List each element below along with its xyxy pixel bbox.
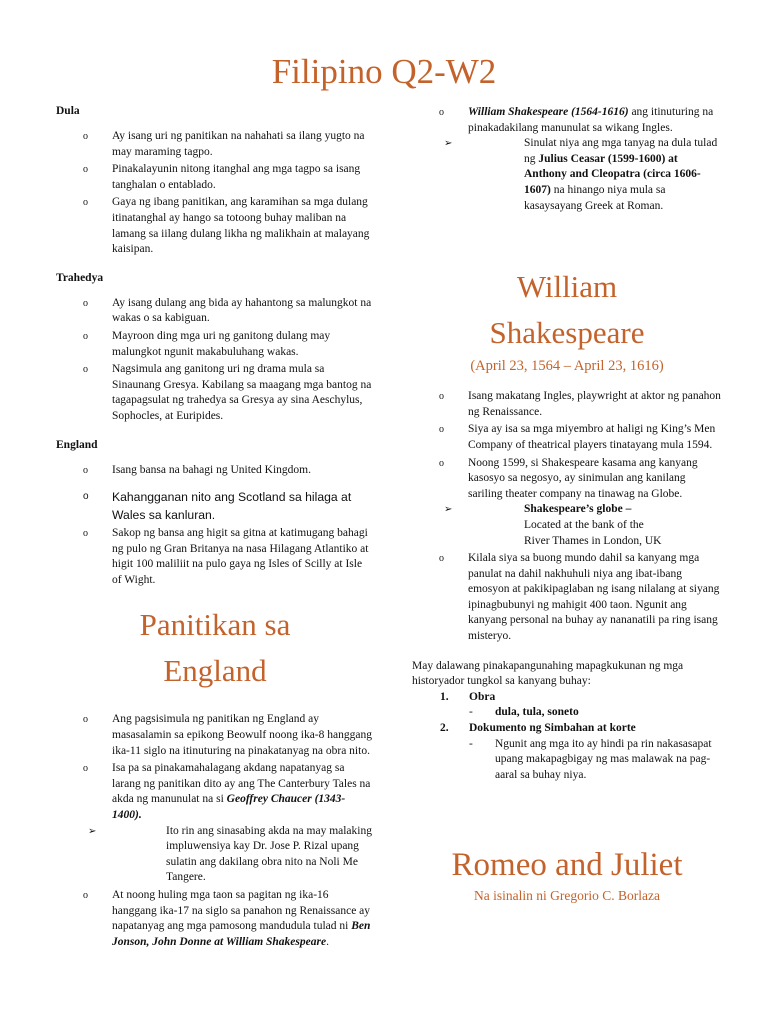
england-list-sans <box>56 488 374 524</box>
romeo-juliet-subtitle: Na isinalin ni Gregorio C. Borlaza <box>474 888 660 904</box>
list-item <box>56 888 374 950</box>
numbered-label: Dokumento ng Simbahan at korte <box>469 722 636 735</box>
list-item: o Mayroon ding mga uri ng ganitong dulang may malungkot ngunit makabuluhang wakas. <box>56 329 374 360</box>
sources-list <box>412 690 722 784</box>
globe-sublist <box>412 502 722 549</box>
numbered-item <box>412 690 722 721</box>
sub-list-item: ➢ Ito rin ang sinasabing akda na may malaking impluwensiya kay Dr. Jose P. Rizal upang sulatin ang dakilang obra nito na Noli Me Tangere. <box>56 824 374 886</box>
shakespeare-intro-text: ang itinuturing na pinakadakilang manunulat sa wikang Ingles. <box>468 106 714 134</box>
list-item: o Isang makatang Ingles, playwright at aktor ng panahon ng Renaissance. <box>412 389 722 420</box>
list-item <box>56 761 374 886</box>
list-item: o Ang pagsisimula ng panitikan ng England ay masasalamin sa epikong Beowulf noong ika-8 hanggang ika-11 siglo na itinuturing na pinakatanyag na obra nito. <box>56 712 374 759</box>
shakespeare-bio-list <box>412 389 722 645</box>
left-column <box>56 105 374 964</box>
list-item: o Kilala siya sa buong mundo dahil sa kanyang mga panulat na dahil nakhuhuli niya ang ibat-ibang emosyon at pakikipaglaban ng isang nilalang at siyang ipinagbubunyi ng mahigit 400 taon. Ngunit ang kanyang personal na buhay ay nananatili pa ring isang misteryo. <box>412 551 722 645</box>
dash-list <box>469 737 722 784</box>
dash-text: dula, tula, soneto <box>495 706 579 719</box>
england-list-cont <box>56 526 374 588</box>
list-item: o Ay isang dulang ang bida ay hahantong sa malungkot na wakas o sa kabiguan. <box>56 296 374 327</box>
romeo-juliet-heading: Romeo and Juliet <box>451 847 683 884</box>
shakespeare-heading <box>412 264 722 356</box>
panitikan-heading-line2: England <box>163 653 267 689</box>
sources-intro: May dalawang pinakapangunahing mapagkukunan ng mga historyador tungkol sa kanyang buhay: <box>412 659 684 688</box>
playwrights-names: Ben Jonson, John Donne at William Shakespeare <box>112 920 371 948</box>
sub-list-item <box>412 502 722 549</box>
right-column <box>412 105 722 918</box>
dash-item: - Ngunit ang mga ito ay hindi pa rin nakasasapat upang makapagbigay ng mas malawak na pag-aaral sa buhay niya. <box>469 737 722 784</box>
list-item: o Isang bansa na bahagi ng United Kingdom. <box>56 463 374 479</box>
list-item: o Gaya ng ibang panitikan, ang karamihan sa mga dulang itinatanghal ay hango sa totoong buhay maliban na lamang sa iilang dulang likha ng malikhain at malayang kaisipan. <box>56 195 374 257</box>
list-item: o Nagsimula ang ganitong uri ng drama mula sa Sinaunang Gresya. Kabilang sa maagang mga bantog na tagapagsulat ng trahedya sa Gresya ay sina Aeschylus, Sophocles, at Euripides. <box>56 362 374 424</box>
shakespeare-heading-line2: Shakespeare <box>489 315 645 351</box>
shakespeare-dates: (April 23, 1564 – April 23, 1616) <box>470 358 664 375</box>
page-title: Filipino Q2-W2 <box>271 52 497 91</box>
shakespeare-name: William Shakespeare (1564-1616) <box>468 106 629 118</box>
england-list <box>56 463 374 479</box>
numbered-label: Obra <box>469 690 496 703</box>
panitikan-item3-text: At noong huling mga taon sa pagitan ng ika-16 hanggang ika-17 na siglo sa panahon ng Renaissance ay napatanyag ang mga pamosong mandudula tulad ni <box>112 889 371 933</box>
shakespeare-intro-list <box>412 105 722 214</box>
shakespeare-intro-sublist <box>412 136 722 214</box>
list-item: o Pinakalayunin nitong itanghal ang mga tagpo sa isang tanghalan o entablado. <box>56 162 374 193</box>
sub-text: Sinulat niya ang mga tanyag na dula tulad ng <box>524 137 718 165</box>
trahedya-heading: Trahedya <box>56 271 104 284</box>
england-heading: England <box>56 438 98 451</box>
list-item: o Siya ay isa sa mga miyembro at haligi ng King’s Men Company of theatrical players tinatayang mula 1594. <box>412 422 722 453</box>
globe-title: Shakespeare’s globe – <box>524 503 632 516</box>
sub-text-end: na hinango niya mula sa kasaysayang Greek at Roman. <box>524 183 666 212</box>
panitikan-list <box>56 712 374 950</box>
period: . <box>326 935 329 948</box>
dula-heading: Dula <box>56 105 80 117</box>
list-item <box>412 456 722 550</box>
sub-list-item <box>412 136 722 214</box>
list-item: o Sakop ng bansa ang higit sa gitna at katimugang bahagi ng pulo ng Gran Britanya na nasa Hilagang Atlantiko at higit 100 maliliit na pulo gaya ng Isles of Scilly at Isle of Wight. <box>56 526 374 588</box>
shakespeare-heading-line1: William <box>516 269 618 305</box>
panitikan-item2-text: Isa pa sa pinakamahalagang akdang napatanyag sa larang ng panitikan dito ay ang The Canterbury Tales na akda ng manunulat na si <box>112 762 371 806</box>
trahedya-list <box>56 296 374 425</box>
list-item: o Ay isang uri ng panitikan na nahahati sa ilang yugto na may maraming tagpo. <box>56 129 374 160</box>
panitikan-heading-line1: Panitikan sa <box>139 607 291 643</box>
chaucer-name: Geoffrey Chaucer (1343-1400). <box>112 793 346 822</box>
panitikan-heading <box>56 602 374 694</box>
dula-list <box>56 129 374 258</box>
plays-names: Julius Ceasar (1599-1600) at Anthony and Cleopatra (circa 1606-1607) <box>524 152 701 196</box>
dash-list <box>469 705 722 721</box>
numbered-item <box>412 721 722 783</box>
dash-item <box>469 705 722 721</box>
globe-line2: River Thames in London, UK <box>524 534 662 547</box>
panitikan-sublist <box>56 824 374 886</box>
globe-founding-text: Noong 1599, si Shakespeare kasama ang kanyang kasosyo sa negosyo, ay sinimulan ang kanilang sariling theater company na tinawag na Globe. <box>468 456 698 500</box>
list-item: o Kahangganan nito ang Scotland sa hilaga at Wales sa kanluran. <box>56 488 374 524</box>
number: 2. <box>440 722 449 735</box>
globe-line1: Located at the bank of the <box>524 518 644 531</box>
number: 1. <box>440 690 449 703</box>
list-item <box>412 105 722 214</box>
